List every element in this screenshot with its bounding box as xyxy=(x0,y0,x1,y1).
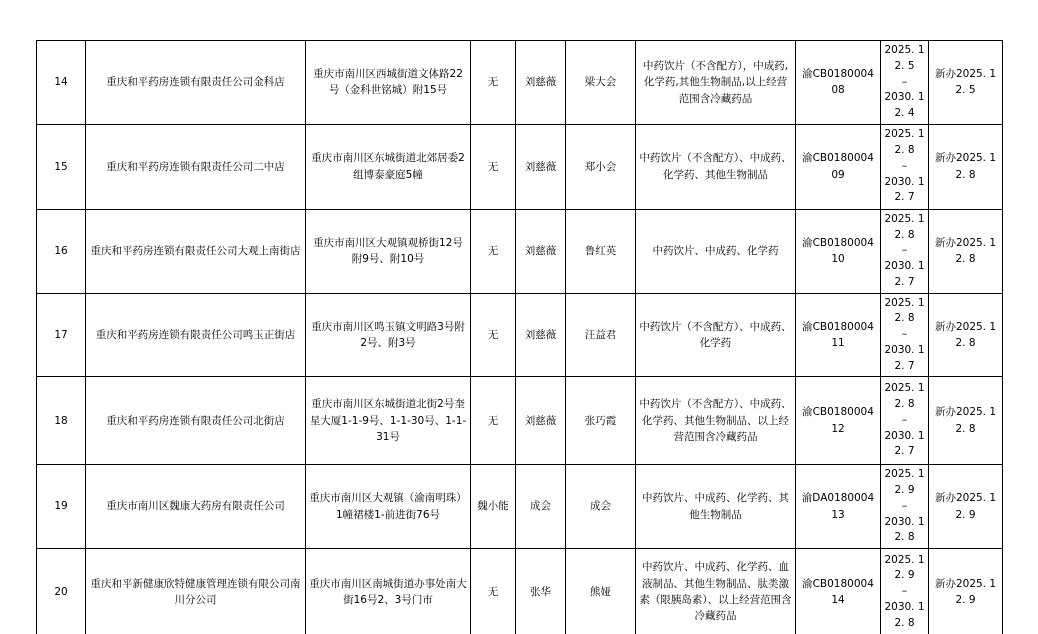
valid-to: 2030. 12. 7 xyxy=(884,429,925,458)
valid-from: 2025. 12. 8 xyxy=(884,212,925,241)
table-row xyxy=(37,465,1003,549)
person1-cell: 无 xyxy=(471,377,516,465)
person2-cell: 成会 xyxy=(516,465,566,549)
person1-cell: 无 xyxy=(471,209,516,293)
valid-to: 2030. 12. 7 xyxy=(884,260,925,288)
person3-cell: 鲁红英 xyxy=(566,209,636,293)
validity-period xyxy=(881,124,929,209)
valid-to: 2030. 12. 7 xyxy=(884,175,925,204)
valid-to: 2030. 12. 4 xyxy=(884,91,925,119)
remark: 新办2025. 12. 8 xyxy=(929,293,1003,377)
date-separator: – xyxy=(901,328,908,340)
business-scope: 中药饮片、中成药、化学药 xyxy=(636,209,796,293)
company-name: 重庆和平药房连锁有限责任公司大观上南街店 xyxy=(86,209,306,293)
table-row xyxy=(37,549,1003,634)
business-scope: 中药饮片（不含配方）、中成药、化学药 xyxy=(636,293,796,377)
date-separator: – xyxy=(901,413,908,426)
remark: 新办2025. 12. 5 xyxy=(929,41,1003,125)
person2-cell: 刘慈薇 xyxy=(516,293,566,377)
license-number: 渝CB018000411 xyxy=(796,293,881,377)
date-separator: – xyxy=(901,499,908,512)
business-scope: 中药饮片（不含配方）、中成药、化学药、其他生物制品 xyxy=(636,124,796,209)
date-separator: – xyxy=(901,585,908,598)
table-row xyxy=(37,124,1003,209)
remark: 新办2025. 12. 9 xyxy=(929,549,1003,634)
row-number: 19 xyxy=(37,465,86,549)
license-number: 渝CB018000409 xyxy=(796,124,881,209)
validity-period xyxy=(881,465,929,549)
valid-from: 2025. 12. 9 xyxy=(884,553,925,582)
person2-cell: 刘慈薇 xyxy=(516,124,566,209)
table-row xyxy=(37,377,1003,465)
business-scope: 中药饮片、中成药、化学药、血液制品、其他生物制品、肽类激素（限胰岛素）、以上经营范围含冷藏药品 xyxy=(636,549,796,634)
address: 重庆市南川区大观镇观桥街12号附9号、附10号 xyxy=(306,209,471,293)
person2-cell: 张华 xyxy=(516,549,566,634)
valid-from: 2025. 12. 8 xyxy=(884,128,925,157)
address: 重庆市南川区东城街道北街2号奎星大厦1-1-9号、1-1-30号、1-1-31号 xyxy=(306,377,471,465)
address: 重庆市南川区大观镇（渝南明珠）1幢裙楼1-前进街76号 xyxy=(306,465,471,549)
address: 重庆市南川区西城街道文体路22号（金科世铭城）附15号 xyxy=(306,41,471,125)
validity-period xyxy=(881,209,929,293)
person1-cell: 魏小能 xyxy=(471,465,516,549)
date-separator: – xyxy=(901,159,908,172)
table-row xyxy=(37,41,1003,125)
license-number: 渝CB018000414 xyxy=(796,549,881,634)
person2-cell: 刘慈薇 xyxy=(516,41,566,125)
address: 重庆市南川区南城街道办事处南大街16号2、3号门市 xyxy=(306,549,471,634)
person2-cell: 刘慈薇 xyxy=(516,209,566,293)
row-number: 20 xyxy=(37,549,86,634)
valid-from: 2025. 12. 8 xyxy=(884,296,925,325)
business-scope: 中药饮片（不含配方）、中成药、化学药、其他生物制品、以上经营范围含冷藏药品 xyxy=(636,377,796,465)
person3-cell: 张巧霞 xyxy=(566,377,636,465)
license-number: 渝CB018000410 xyxy=(796,209,881,293)
validity-period xyxy=(881,41,929,125)
address: 重庆市南川区东城街道北郊居委2组博泰豪庭5幢 xyxy=(306,124,471,209)
valid-from: 2025. 12. 9 xyxy=(884,468,925,496)
validity-period xyxy=(881,293,929,377)
valid-to: 2030. 12. 7 xyxy=(884,343,925,372)
row-number: 16 xyxy=(37,209,86,293)
person3-cell: 梁大会 xyxy=(566,41,636,125)
person1-cell: 无 xyxy=(471,293,516,377)
remark: 新办2025. 12. 8 xyxy=(929,209,1003,293)
remark: 新办2025. 12. 8 xyxy=(929,124,1003,209)
validity-period xyxy=(881,549,929,634)
address: 重庆市南川区鸣玉镇文明路3号附2号、附3号 xyxy=(306,293,471,377)
date-separator: – xyxy=(901,244,908,257)
company-name: 重庆和平药房连锁有限责任公司北街店 xyxy=(86,377,306,465)
validity-period xyxy=(881,377,929,465)
table-row xyxy=(37,293,1003,377)
row-number: 17 xyxy=(37,293,86,377)
license-number: 渝CB018000408 xyxy=(796,41,881,125)
company-name: 重庆和平药房连锁有限责任公司二中店 xyxy=(86,124,306,209)
row-number: 18 xyxy=(37,377,86,465)
valid-from: 2025. 12. 8 xyxy=(884,382,925,411)
person1-cell: 无 xyxy=(471,124,516,209)
row-number: 14 xyxy=(37,41,86,125)
date-separator: – xyxy=(901,75,908,88)
person3-cell: 郑小会 xyxy=(566,124,636,209)
remark: 新办2025. 12. 9 xyxy=(929,465,1003,549)
license-number: 渝CB018000412 xyxy=(796,377,881,465)
business-scope: 中药饮片（不含配方），中成药,化学药,其他生物制品,以上经营范围含冷藏药品 xyxy=(636,41,796,125)
person2-cell: 刘慈薇 xyxy=(516,377,566,465)
company-name: 重庆和平药房连锁有限责任公司鸣玉正街店 xyxy=(86,293,306,377)
row-number: 15 xyxy=(37,124,86,209)
company-name: 重庆和平药房连锁有限责任公司金科店 xyxy=(86,41,306,125)
person1-cell: 无 xyxy=(471,549,516,634)
company-name: 重庆市南川区魏康大药房有限责任公司 xyxy=(86,465,306,549)
table-row xyxy=(37,209,1003,293)
remark: 新办2025. 12. 8 xyxy=(929,377,1003,465)
company-name: 重庆和平新健康欣特健康管理连锁有限公司南川分公司 xyxy=(86,549,306,634)
person3-cell: 熊娅 xyxy=(566,549,636,634)
license-table xyxy=(36,40,1003,634)
business-scope: 中药饮片、中成药、化学药、其他生物制品 xyxy=(636,465,796,549)
valid-to: 2030. 12. 8 xyxy=(884,600,925,629)
person3-cell: 成会 xyxy=(566,465,636,549)
valid-to: 2030. 12. 8 xyxy=(884,515,925,544)
person1-cell: 无 xyxy=(471,41,516,125)
license-number: 渝DA018000413 xyxy=(796,465,881,549)
person3-cell: 汪益君 xyxy=(566,293,636,377)
valid-from: 2025. 12. 5 xyxy=(884,44,925,72)
